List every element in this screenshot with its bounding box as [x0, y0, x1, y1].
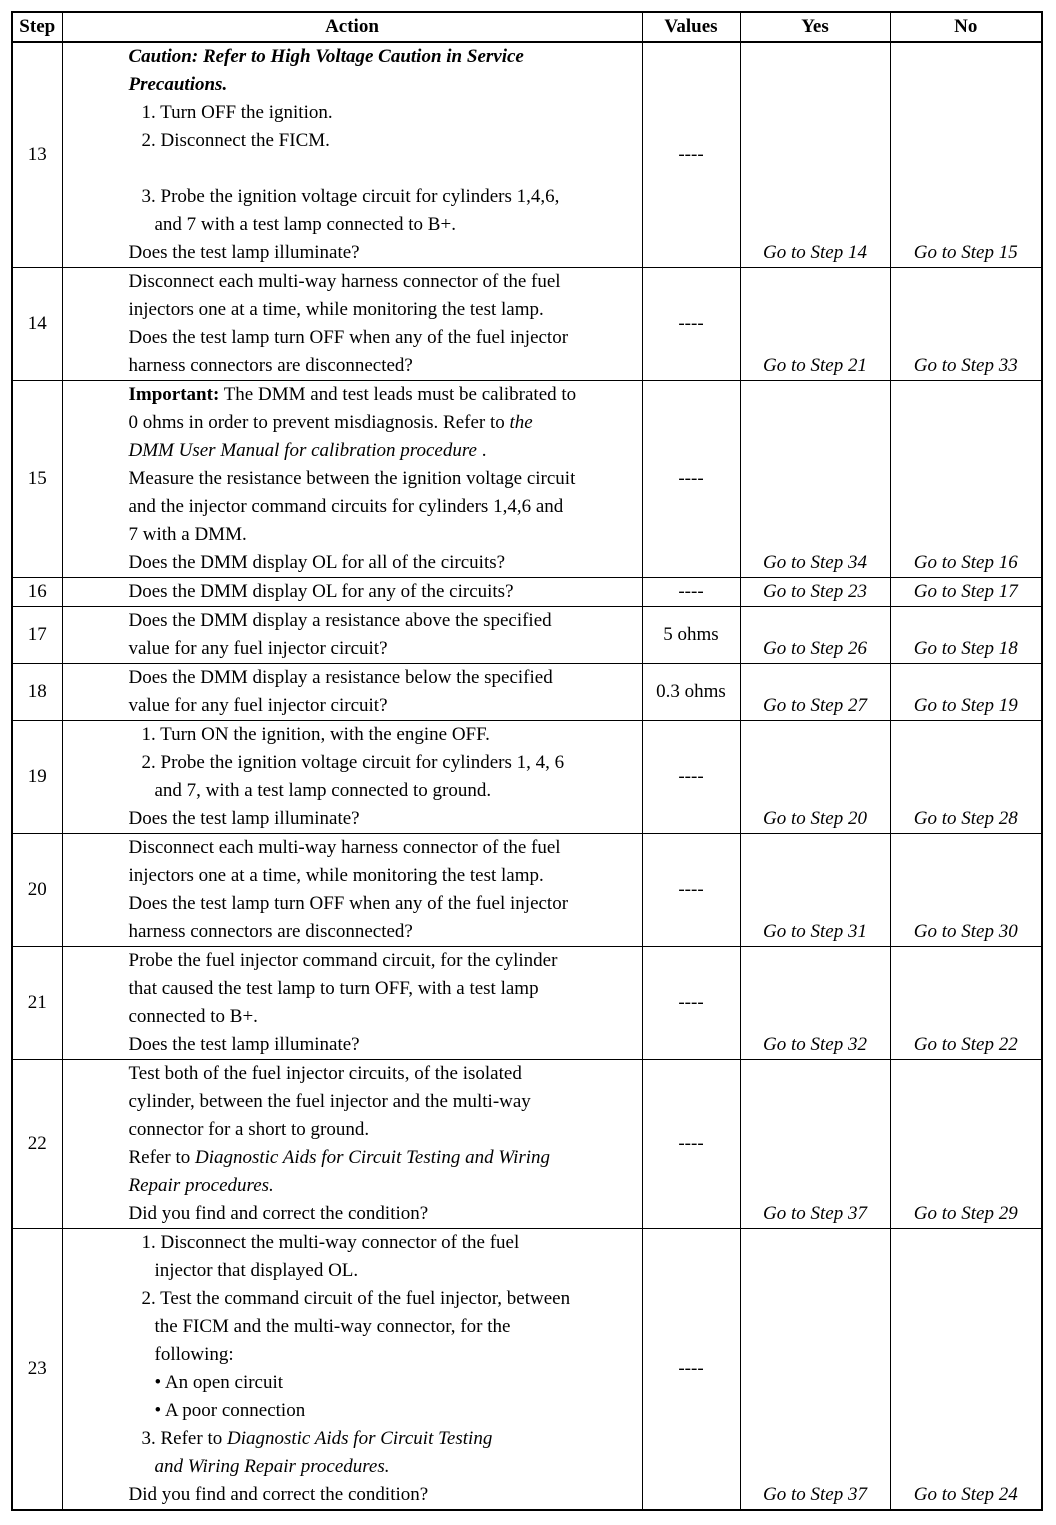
table-row	[12, 381, 1042, 578]
action-line: harness connectors are disconnected?	[128, 355, 413, 376]
values-cell: 5 ohms	[642, 607, 740, 664]
values-cell: ----	[642, 1229, 740, 1511]
table-row	[12, 42, 1042, 268]
values-cell: ----	[642, 1060, 740, 1229]
action-line: 3. Probe the ignition voltage circuit for cylinders 1,4,6,	[141, 186, 560, 207]
action-line: that caused the test lamp to turn OFF, with a test lamp	[128, 978, 539, 999]
table-row	[12, 1229, 1042, 1511]
action-cell	[62, 947, 642, 1060]
header-yes: Yes	[740, 12, 890, 42]
no-cell: Go to Step 16	[890, 381, 1042, 578]
action-line: connector for a short to ground.	[128, 1119, 370, 1140]
no-cell: Go to Step 18	[890, 607, 1042, 664]
action-line: Probe the fuel injector command circuit, for the cylinder	[128, 950, 558, 971]
step-number: 21	[12, 947, 62, 1060]
no-cell: Go to Step 22	[890, 947, 1042, 1060]
action-line: and 7, with a test lamp connected to ground.	[154, 780, 492, 801]
action-line: 3. Refer to Diagnostic Aids for Circuit Testing	[141, 1428, 493, 1449]
values-cell: ----	[642, 947, 740, 1060]
action-line: and Wiring Repair procedures.	[154, 1456, 390, 1477]
action-line: cylinder, between the fuel injector and the multi-way	[128, 1091, 531, 1112]
action-line: Did you find and correct the condition?	[128, 1484, 429, 1505]
step-number: 20	[12, 834, 62, 947]
action-line: Measure the resistance between the ignition voltage circuit	[128, 468, 576, 489]
table-row	[12, 268, 1042, 381]
step-number: 18	[12, 664, 62, 721]
step-number: 19	[12, 721, 62, 834]
values-cell: ----	[642, 42, 740, 268]
action-line: Does the test lamp turn OFF when any of the fuel injector	[128, 893, 569, 914]
action-line: 1. Disconnect the multi-way connector of the fuel	[141, 1232, 520, 1253]
action-cell	[62, 578, 642, 607]
action-line: Does the test lamp turn OFF when any of the fuel injector	[128, 327, 569, 348]
action-line: • An open circuit	[154, 1372, 284, 1393]
step-number: 22	[12, 1060, 62, 1229]
action-cell	[62, 834, 642, 947]
action-line: Does the DMM display OL for any of the circuits?	[128, 581, 514, 602]
action-cell	[62, 1229, 642, 1511]
table-row	[12, 834, 1042, 947]
action-line: 1. Turn ON the ignition, with the engine OFF.	[141, 724, 490, 745]
table-row	[12, 947, 1042, 1060]
yes-cell: Go to Step 32	[740, 947, 890, 1060]
yes-cell: Go to Step 37	[740, 1060, 890, 1229]
action-line: and 7 with a test lamp connected to B+.	[154, 214, 456, 235]
action-line	[129, 155, 634, 183]
action-line: injectors one at a time, while monitoring the test lamp.	[128, 299, 544, 320]
action-cell	[62, 42, 642, 268]
action-cell	[62, 607, 642, 664]
table-body	[12, 42, 1042, 1510]
header-action: Action	[62, 12, 642, 42]
action-line: harness connectors are disconnected?	[128, 921, 413, 942]
action-line: Does the test lamp illuminate?	[128, 1034, 360, 1055]
yes-cell: Go to Step 34	[740, 381, 890, 578]
action-cell	[62, 268, 642, 381]
action-line: Does the DMM display a resistance above the specified	[128, 610, 552, 631]
values-cell: ----	[642, 268, 740, 381]
action-line: 0 ohms in order to prevent misdiagnosis. Refer to the	[128, 412, 533, 433]
action-line: value for any fuel injector circuit?	[128, 638, 388, 659]
yes-cell: Go to Step 26	[740, 607, 890, 664]
step-number: 17	[12, 607, 62, 664]
action-line: connected to B+.	[128, 1006, 258, 1027]
yes-cell: Go to Step 21	[740, 268, 890, 381]
action-cell	[62, 381, 642, 578]
no-cell: Go to Step 29	[890, 1060, 1042, 1229]
step-number: 14	[12, 268, 62, 381]
action-line: Does the test lamp illuminate?	[128, 242, 360, 263]
action-line: Disconnect each multi-way harness connector of the fuel	[128, 271, 561, 292]
yes-cell: Go to Step 37	[740, 1229, 890, 1511]
no-cell: Go to Step 17	[890, 578, 1042, 607]
action-line: 2. Test the command circuit of the fuel injector, between	[141, 1288, 571, 1309]
action-cell	[62, 664, 642, 721]
table-row	[12, 664, 1042, 721]
action-line: Test both of the fuel injector circuits, of the isolated	[128, 1063, 522, 1084]
values-cell: ----	[642, 381, 740, 578]
action-line: the FICM and the multi-way connector, for the	[154, 1316, 511, 1337]
action-line: Refer to Diagnostic Aids for Circuit Testing and Wiring	[128, 1147, 551, 1168]
action-line: 2. Disconnect the FICM.	[141, 130, 330, 151]
action-line: Repair procedures.	[128, 1175, 274, 1196]
action-line: value for any fuel injector circuit?	[128, 695, 388, 716]
yes-cell: Go to Step 31	[740, 834, 890, 947]
table-row	[12, 578, 1042, 607]
values-cell: ----	[642, 721, 740, 834]
yes-cell: Go to Step 23	[740, 578, 890, 607]
action-line: DMM User Manual for calibration procedure .	[128, 440, 487, 461]
action-line: Does the DMM display a resistance below the specified	[128, 667, 553, 688]
step-number: 16	[12, 578, 62, 607]
action-line: Disconnect each multi-way harness connector of the fuel	[128, 837, 561, 858]
action-line: following:	[154, 1344, 234, 1365]
action-line: Caution: Refer to High Voltage Caution in Service	[128, 46, 524, 67]
table-row	[12, 607, 1042, 664]
no-cell: Go to Step 24	[890, 1229, 1042, 1511]
step-number: 15	[12, 381, 62, 578]
action-line: • A poor connection	[154, 1400, 306, 1421]
header-step: Step	[12, 12, 62, 42]
action-line: Did you find and correct the condition?	[128, 1203, 429, 1224]
action-line: injector that displayed OL.	[154, 1260, 359, 1281]
action-line: 2. Probe the ignition voltage circuit for cylinders 1, 4, 6	[141, 752, 565, 773]
action-cell	[62, 721, 642, 834]
values-cell: 0.3 ohms	[642, 664, 740, 721]
diagnostic-table	[11, 11, 1043, 1511]
action-line: Precautions.	[128, 74, 228, 95]
no-cell: Go to Step 15	[890, 42, 1042, 268]
values-cell: ----	[642, 834, 740, 947]
yes-cell: Go to Step 14	[740, 42, 890, 268]
action-line: 1. Turn OFF the ignition.	[141, 102, 333, 123]
no-cell: Go to Step 33	[890, 268, 1042, 381]
action-line: Does the test lamp illuminate?	[128, 808, 360, 829]
header-values: Values	[642, 12, 740, 42]
no-cell: Go to Step 28	[890, 721, 1042, 834]
action-line: injectors one at a time, while monitoring the test lamp.	[128, 865, 544, 886]
values-cell: ----	[642, 578, 740, 607]
action-line: Important: The DMM and test leads must be calibrated to	[128, 384, 577, 405]
header-no: No	[890, 12, 1042, 42]
header-row	[12, 12, 1042, 42]
yes-cell: Go to Step 27	[740, 664, 890, 721]
no-cell: Go to Step 30	[890, 834, 1042, 947]
no-cell: Go to Step 19	[890, 664, 1042, 721]
step-number: 13	[12, 42, 62, 268]
action-cell	[62, 1060, 642, 1229]
table-row	[12, 1060, 1042, 1229]
table-row	[12, 721, 1042, 834]
action-line: Does the DMM display OL for all of the circuits?	[128, 552, 506, 573]
action-line: 7 with a DMM.	[128, 524, 247, 545]
action-line: and the injector command circuits for cylinders 1,4,6 and	[128, 496, 564, 517]
yes-cell: Go to Step 20	[740, 721, 890, 834]
step-number: 23	[12, 1229, 62, 1511]
